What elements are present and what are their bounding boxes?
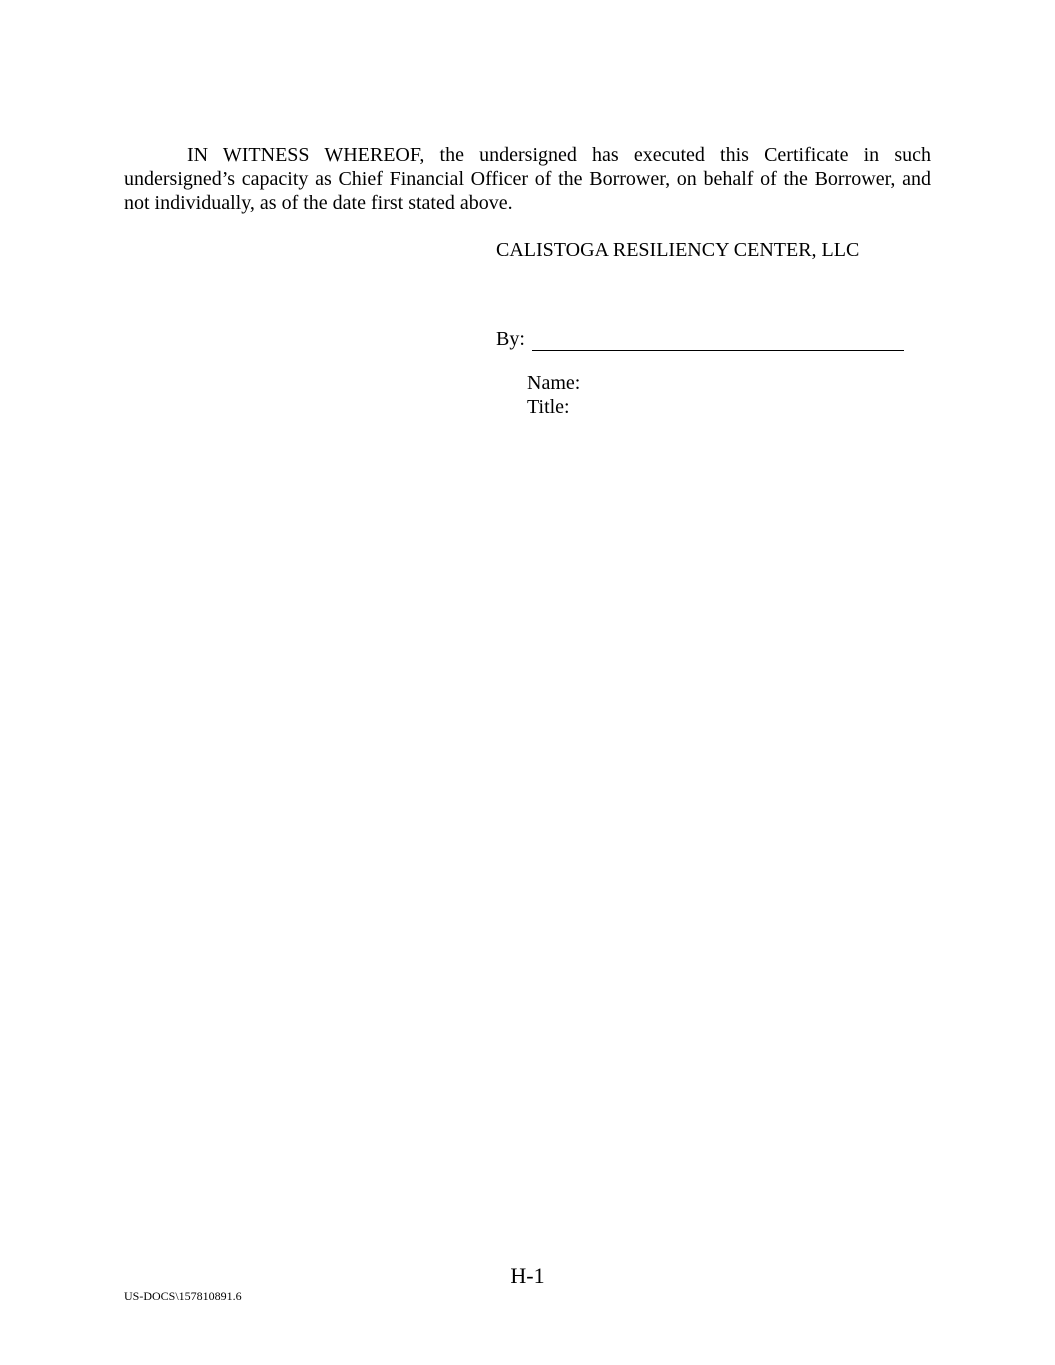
document-id: US-DOCS\157810891.6 — [124, 1289, 242, 1303]
witness-paragraph: IN WITNESS WHEREOF, the undersigned has executed this Certificate in such undersigned’s capacity as Chief Financial Officer of the Borrower, on behalf of the Borrower, and not individually, as of the date first stated above. — [124, 144, 931, 214]
signature-by-line — [496, 327, 904, 351]
page-number: H-1 — [510, 1263, 545, 1288]
by-label: By: — [496, 328, 525, 350]
title-label: Title: — [527, 396, 570, 418]
name-label: Name: — [527, 372, 581, 394]
signature-blank-line — [532, 331, 904, 351]
company-name: CALISTOGA RESILIENCY CENTER, LLC — [496, 239, 860, 261]
